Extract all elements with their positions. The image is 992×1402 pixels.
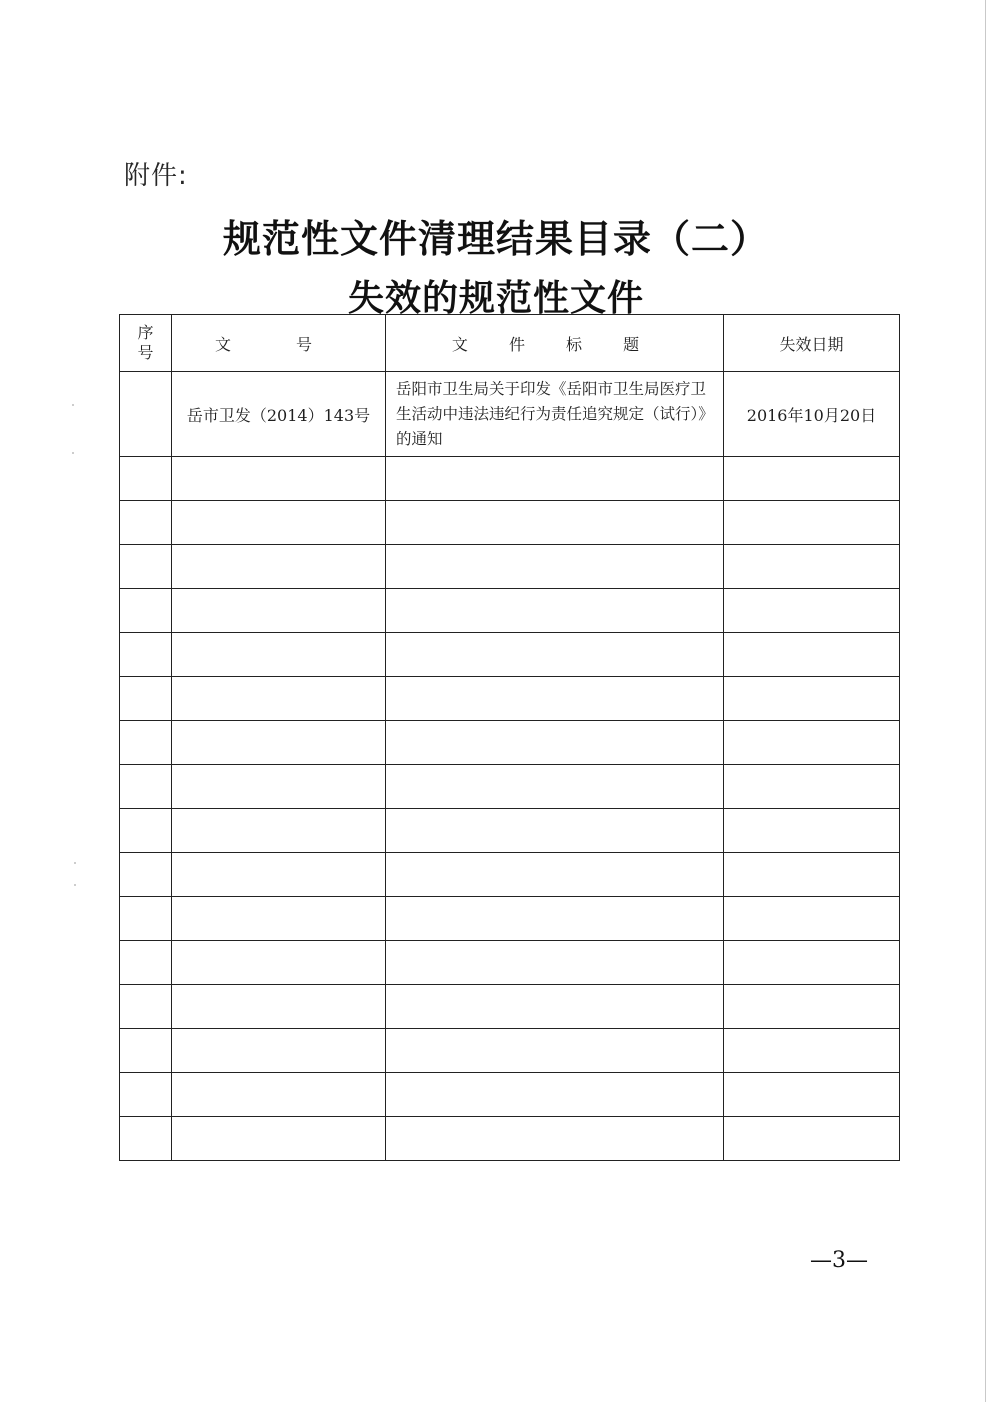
cell-doc-number: 岳市卫发（2014）143号 xyxy=(172,372,386,457)
table-row-empty xyxy=(120,721,900,765)
table-row-empty xyxy=(120,589,900,633)
cell-seq xyxy=(120,765,172,809)
cell-seq xyxy=(120,1029,172,1073)
table-row-empty xyxy=(120,765,900,809)
document-subtitle: 失效的规范性文件 xyxy=(347,277,644,319)
cell-doc-number xyxy=(172,677,386,721)
cell-doc-title xyxy=(386,765,724,809)
cell-seq xyxy=(120,897,172,941)
cell-doc-title xyxy=(386,809,724,853)
header-seq-line2: 号 xyxy=(137,343,154,362)
page-number: —3— xyxy=(810,1248,868,1273)
cell-doc-number xyxy=(172,633,386,677)
cell-seq xyxy=(120,372,172,457)
cell-expiry-date xyxy=(724,589,900,633)
header-seq-line1: 序 xyxy=(137,323,154,342)
cell-doc-number xyxy=(172,721,386,765)
cell-doc-title xyxy=(386,501,724,545)
cell-doc-number xyxy=(172,589,386,633)
cell-seq xyxy=(120,1073,172,1117)
documents-table xyxy=(119,314,900,1161)
cell-expiry-date xyxy=(724,633,900,677)
cell-seq xyxy=(120,677,172,721)
cell-doc-title xyxy=(386,589,724,633)
cell-doc-title xyxy=(386,1029,724,1073)
table-header-row xyxy=(120,315,900,372)
header-doc-number-label: 文 号 xyxy=(214,334,343,354)
cell-doc-title xyxy=(386,941,724,985)
cell-doc-number xyxy=(172,501,386,545)
table-row-empty xyxy=(120,985,900,1029)
cell-doc-number xyxy=(172,809,386,853)
table-row-empty xyxy=(120,1073,900,1117)
cell-doc-number xyxy=(172,1117,386,1161)
cell-expiry-date xyxy=(724,985,900,1029)
table-row-empty xyxy=(120,457,900,501)
cell-doc-number xyxy=(172,457,386,501)
table-row-empty xyxy=(120,1117,900,1161)
header-seq xyxy=(120,315,172,372)
cell-doc-number xyxy=(172,853,386,897)
attachment-label: 附件: xyxy=(124,161,188,191)
cell-doc-title xyxy=(386,633,724,677)
cell-seq xyxy=(120,589,172,633)
cell-expiry-date xyxy=(724,677,900,721)
table-row-empty xyxy=(120,853,900,897)
cell-seq xyxy=(120,457,172,501)
table-row-empty xyxy=(120,501,900,545)
cell-expiry-date xyxy=(724,765,900,809)
cell-expiry-date xyxy=(724,501,900,545)
cell-expiry-date xyxy=(724,721,900,765)
table-row xyxy=(120,372,900,457)
cell-seq xyxy=(120,1117,172,1161)
cell-seq xyxy=(120,633,172,677)
scan-mark xyxy=(72,452,74,454)
cell-expiry-date: 2016年10月20日 xyxy=(724,372,900,457)
header-doc-number xyxy=(172,315,386,372)
cell-seq xyxy=(120,853,172,897)
cell-doc-title xyxy=(386,721,724,765)
cell-doc-title xyxy=(386,457,724,501)
cell-doc-number xyxy=(172,545,386,589)
document-title: 规范性文件清理结果目录（二） xyxy=(222,216,769,261)
cell-doc-number xyxy=(172,941,386,985)
cell-expiry-date xyxy=(724,809,900,853)
cell-doc-title xyxy=(386,545,724,589)
cell-seq xyxy=(120,501,172,545)
cell-doc-title: 岳阳市卫生局关于印发《岳阳市卫生局医疗卫生活动中违法违纪行为责任追究规定（试行）》的通知 xyxy=(386,372,724,457)
cell-expiry-date xyxy=(724,1029,900,1073)
cell-seq xyxy=(120,809,172,853)
cell-seq xyxy=(120,545,172,589)
scan-mark xyxy=(74,862,76,864)
cell-expiry-date xyxy=(724,897,900,941)
scan-mark xyxy=(74,884,76,886)
header-expiry-date xyxy=(724,315,900,372)
cell-doc-number xyxy=(172,1029,386,1073)
table-row-empty xyxy=(120,633,900,677)
table-row-empty xyxy=(120,809,900,853)
cell-seq xyxy=(120,985,172,1029)
cell-expiry-date xyxy=(724,1073,900,1117)
cell-doc-number xyxy=(172,897,386,941)
cell-doc-title xyxy=(386,985,724,1029)
cell-doc-number xyxy=(172,765,386,809)
cell-doc-title xyxy=(386,677,724,721)
cell-seq xyxy=(120,721,172,765)
table-row-empty xyxy=(120,1029,900,1073)
cell-doc-number xyxy=(172,1073,386,1117)
table-row-empty xyxy=(120,545,900,589)
header-doc-title-label: 文 件 标 题 xyxy=(451,334,658,354)
scan-mark xyxy=(72,404,74,406)
cell-doc-title xyxy=(386,853,724,897)
cell-expiry-date xyxy=(724,545,900,589)
header-expiry-date-label: 失效日期 xyxy=(779,334,844,354)
cell-expiry-date xyxy=(724,853,900,897)
cell-doc-title xyxy=(386,1117,724,1161)
cell-expiry-date xyxy=(724,941,900,985)
cell-seq xyxy=(120,941,172,985)
table-body xyxy=(120,372,900,1161)
table-row-empty xyxy=(120,941,900,985)
cell-doc-title xyxy=(386,1073,724,1117)
cell-expiry-date xyxy=(724,457,900,501)
header-doc-title xyxy=(386,315,724,372)
table-row-empty xyxy=(120,677,900,721)
cell-expiry-date xyxy=(724,1117,900,1161)
cell-doc-number xyxy=(172,985,386,1029)
table-row-empty xyxy=(120,897,900,941)
cell-doc-title xyxy=(386,897,724,941)
documents-table-container xyxy=(119,314,899,1161)
